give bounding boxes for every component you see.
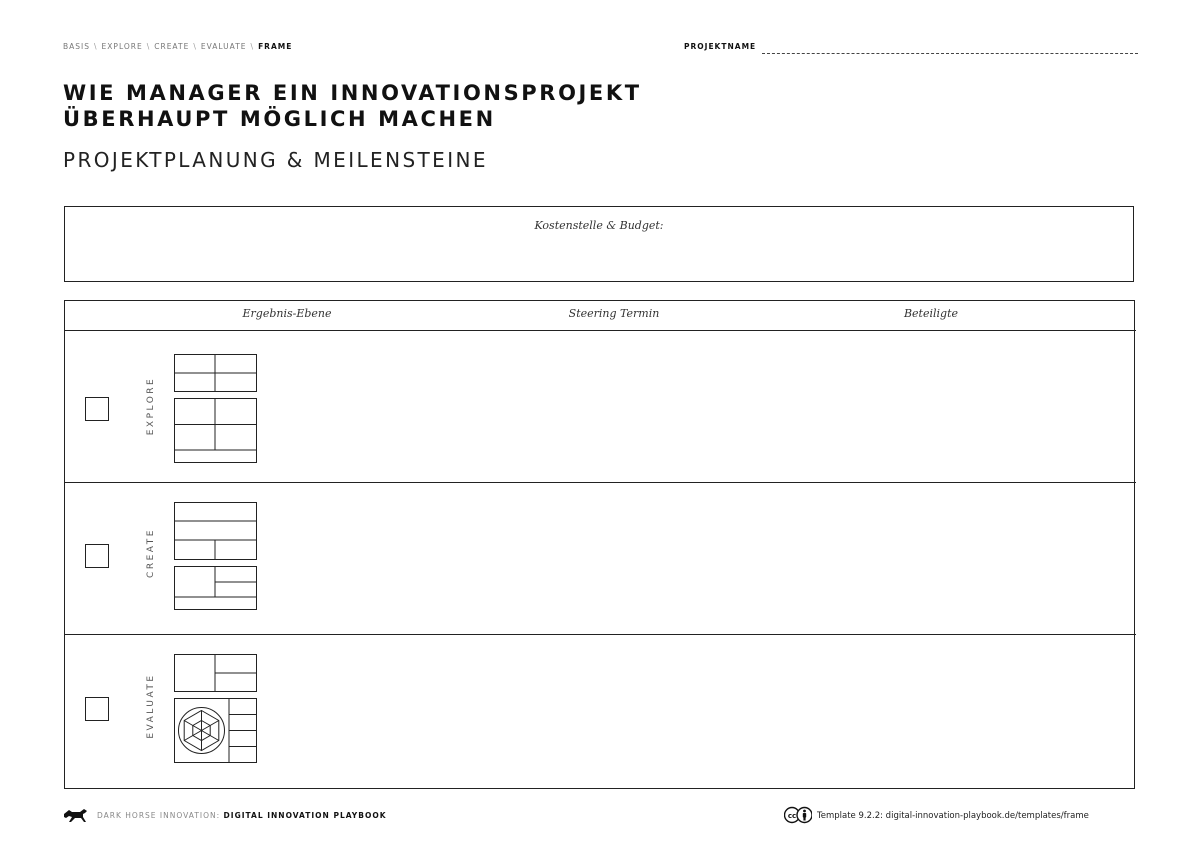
footer-brand-bold: DIGITAL INNOVATION PLAYBOOK: [223, 811, 387, 820]
attribution-icon: [797, 808, 812, 823]
footer-brand-prefix: DARK HORSE INNOVATION:: [97, 811, 224, 820]
explore-phase-label: EXPLORE: [146, 376, 156, 436]
explore-checkbox[interactable]: [85, 397, 109, 421]
explore-canvas-icon: [174, 354, 258, 464]
breadcrumb-separator: \: [250, 42, 255, 51]
breadcrumb: [63, 42, 292, 51]
evaluate-checkbox[interactable]: [85, 697, 109, 721]
creative-commons-icons: [784, 806, 812, 824]
create-checkbox[interactable]: [85, 544, 109, 568]
breadcrumb-item-evaluate[interactable]: EVALUATE: [200, 42, 247, 51]
row-divider: [65, 330, 1136, 331]
breadcrumb-item-basis[interactable]: BASIS: [63, 42, 91, 51]
create-canvas-icon: [174, 502, 258, 612]
budget-label: Kostenstelle & Budget:: [534, 219, 664, 232]
breadcrumb-item-create[interactable]: CREATE: [154, 42, 190, 51]
create-phase-label: CREATE: [146, 528, 156, 578]
breadcrumb-separator: \: [146, 42, 151, 51]
column-header-ergebnis-ebene: Ergebnis-Ebene: [242, 307, 332, 320]
row-divider: [65, 634, 1136, 635]
evaluate-phase-label: EVALUATE: [146, 673, 156, 739]
breadcrumb-separator: \: [193, 42, 197, 51]
row-divider: [65, 482, 1136, 483]
breadcrumb-item-frame: FRAME: [258, 42, 293, 51]
projektname-label: PROJEKTNAME: [684, 42, 757, 51]
page-title: WIE MANAGER EIN INNOVATIONSPROJEKT ÜBERHAUPT MÖGLICH MACHEN: [63, 81, 642, 131]
breadcrumb-item-explore[interactable]: EXPLORE: [101, 42, 143, 51]
projektname-field[interactable]: [762, 53, 1138, 54]
breadcrumb-separator: \: [94, 42, 98, 51]
table-right-border: [1134, 301, 1135, 788]
budget-box[interactable]: [64, 206, 1134, 282]
horse-logo-icon: [63, 808, 89, 824]
column-header-beteiligte: Beteiligte: [903, 307, 959, 320]
svg-text:cc: cc: [787, 811, 797, 820]
milestone-table: [64, 300, 1135, 789]
column-header-steering-termin: Steering Termin: [568, 307, 660, 320]
page-subtitle: PROJEKTPLANUNG & MEILENSTEINE: [63, 148, 488, 172]
template-reference[interactable]: Template 9.2.2: digital-innovation-playbook.de/templates/frame: [817, 811, 1089, 821]
footer-brand: [97, 811, 387, 820]
evaluate-canvas-icon: [174, 654, 258, 766]
hexagon-diagram-icon: [179, 708, 225, 754]
